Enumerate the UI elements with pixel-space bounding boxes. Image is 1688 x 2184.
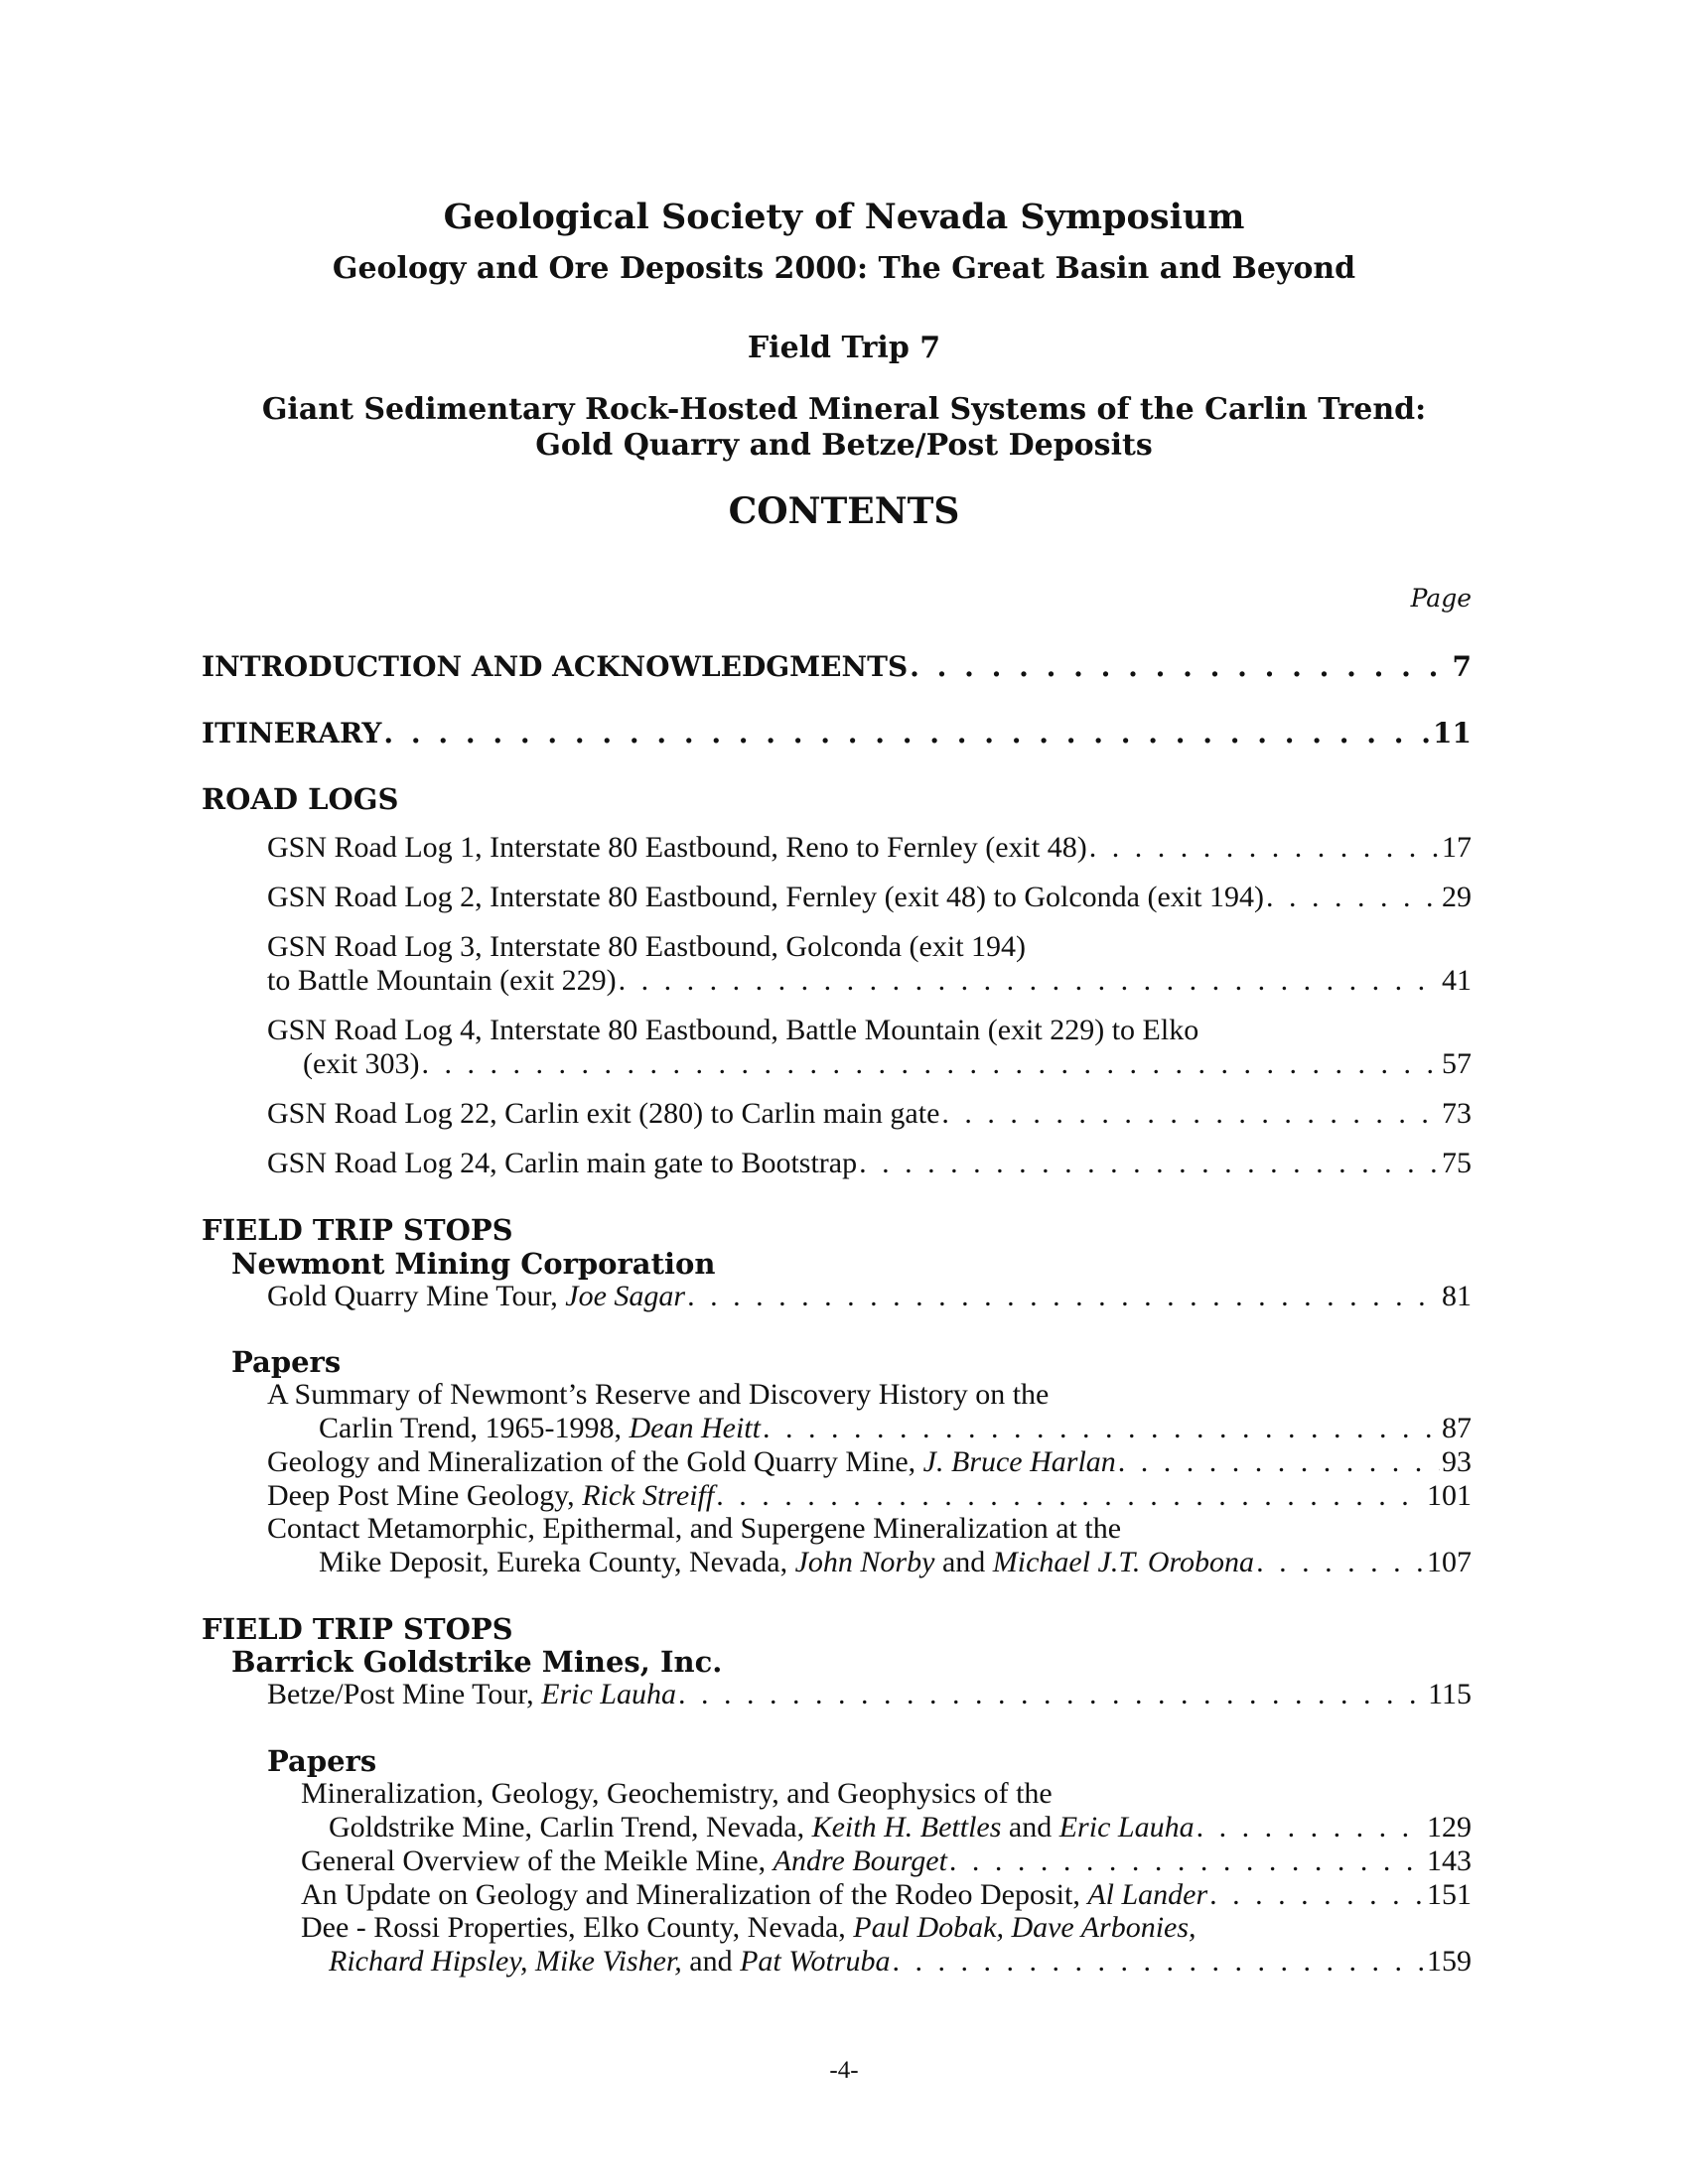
entry-conjunction: and	[934, 1546, 993, 1578]
toc-entry-barrick-paper-2[interactable]	[301, 1844, 1472, 1878]
entry-author: Dean Heitt	[629, 1412, 761, 1444]
entry-title: Deep Post Mine Geology,	[267, 1479, 583, 1512]
leader-dots	[859, 1147, 1440, 1180]
field-trip-title-line-2: Gold Quarry and Betze/Post Deposits	[535, 428, 1153, 463]
toc-entry-label	[267, 1678, 676, 1711]
toc-entry-label	[301, 1878, 1207, 1912]
company-heading-newmont: Newmont Mining Corporation	[231, 1247, 716, 1281]
toc-entry-page: 101	[1427, 1479, 1472, 1512]
field-trip-number: Field Trip 7	[747, 331, 941, 365]
toc-entry-newmont-paper-1-line-1: A Summary of Newmont’s Reserve and Discovery History on the	[267, 1378, 1050, 1411]
symposium-subtitle: Geology and Ore Deposits 2000: The Great Basin and Beyond	[332, 251, 1356, 286]
leader-dots	[1209, 1878, 1425, 1912]
leader-dots	[949, 1844, 1425, 1878]
toc-entry-newmont-paper-1[interactable]	[319, 1412, 1472, 1445]
leader-dots	[1196, 1811, 1425, 1844]
field-trip-title-line-1: Giant Sedimentary Rock-Hosted Mineral Systems of the Carlin Trend:	[261, 392, 1427, 427]
toc-entry-page: 7	[1452, 650, 1472, 683]
entry-author: Michael J.T. Orobona	[992, 1546, 1255, 1578]
section-heading-road-logs: ROAD LOGS	[202, 782, 399, 816]
toc-entry-road-log-24[interactable]	[267, 1147, 1472, 1180]
toc-entry-barrick-paper-4[interactable]	[329, 1945, 1472, 1979]
toc-entry-barrick-paper-3[interactable]	[301, 1878, 1472, 1912]
toc-entry-label: ITINERARY	[202, 717, 382, 750]
section-heading-field-trip-stops-barrick: FIELD TRIP STOPS	[202, 1612, 513, 1646]
toc-entry-road-log-22[interactable]	[267, 1097, 1472, 1131]
entry-conjunction: and	[1001, 1811, 1059, 1843]
leader-dots	[1118, 1445, 1440, 1479]
papers-heading-barrick: Papers	[267, 1744, 377, 1778]
entry-title: Goldstrike Mine, Carlin Trend, Nevada,	[329, 1811, 812, 1843]
toc-entry-label: GSN Road Log 2, Interstate 80 Eastbound, Fernley (exit 48) to Golconda (exit 194)	[267, 881, 1264, 913]
toc-entry-page: 107	[1427, 1546, 1472, 1578]
entry-author: Al Lander	[1087, 1878, 1208, 1911]
toc-entry-newmont-paper-2[interactable]	[267, 1445, 1472, 1479]
company-heading-barrick: Barrick Goldstrike Mines, Inc.	[231, 1645, 723, 1679]
entry-conjunction: and	[681, 1945, 741, 1978]
leader-dots	[421, 1047, 1440, 1081]
toc-entry-label: to Battle Mountain (exit 229)	[267, 964, 617, 997]
entry-author: Joe Sagar	[565, 1280, 686, 1312]
toc-entry-introduction[interactable]	[202, 650, 1472, 683]
toc-entry-label: GSN Road Log 22, Carlin exit (280) to Carlin main gate	[267, 1097, 940, 1130]
toc-entry-label	[267, 1479, 714, 1513]
leader-dots	[910, 650, 1450, 683]
leader-dots	[893, 1945, 1426, 1979]
toc-entry-page: 159	[1427, 1945, 1472, 1978]
toc-entry-label	[329, 1945, 891, 1979]
entry-author: Richard Hipsley, Mike Visher,	[329, 1945, 682, 1978]
entry-author: Andre Bourget	[773, 1844, 947, 1877]
entry-title: Carlin Trend, 1965-1998,	[319, 1412, 630, 1444]
toc-entry-label	[319, 1412, 761, 1445]
entry-author: J. Bruce Harlan	[922, 1445, 1116, 1478]
entry-author: John Norby	[794, 1546, 935, 1578]
symposium-title: Geological Society of Nevada Symposium	[443, 197, 1245, 237]
toc-entry-label: (exit 303)	[303, 1047, 420, 1080]
toc-entry-page: 75	[1442, 1147, 1472, 1179]
leader-dots	[383, 717, 1431, 750]
entry-title: An Update on Geology and Mineralization of the Rodeo Deposit,	[301, 1878, 1088, 1911]
toc-entry-itinerary[interactable]	[202, 717, 1472, 750]
entry-author: Pat Wotruba	[740, 1945, 891, 1978]
toc-entry-page: 73	[1442, 1097, 1472, 1130]
toc-entry-page: 17	[1442, 831, 1472, 864]
leader-dots	[763, 1412, 1440, 1445]
field-trip-title	[0, 392, 1688, 464]
page-number: -4-	[829, 2057, 859, 2084]
toc-entry-label	[319, 1546, 1254, 1579]
toc-entry-road-log-2[interactable]	[267, 881, 1472, 914]
toc-entry-road-log-4[interactable]	[303, 1047, 1472, 1081]
toc-entry-label: GSN Road Log 24, Carlin main gate to Bootstrap	[267, 1147, 858, 1179]
toc-entry-label: INTRODUCTION AND ACKNOWLEDGMENTS	[202, 650, 909, 683]
toc-entry-betze-post-tour[interactable]	[267, 1678, 1472, 1711]
contents-heading: CONTENTS	[728, 490, 960, 532]
entry-author: Eric Lauha	[541, 1678, 676, 1710]
toc-entry-page: 57	[1442, 1047, 1472, 1080]
toc-entry-page: 81	[1442, 1280, 1472, 1312]
leader-dots	[1256, 1546, 1425, 1579]
toc-entry-road-log-1[interactable]	[267, 831, 1472, 865]
section-heading-field-trip-stops-newmont: FIELD TRIP STOPS	[202, 1213, 513, 1247]
papers-heading-newmont: Papers	[231, 1345, 342, 1379]
entry-title: Gold Quarry Mine Tour,	[267, 1280, 566, 1312]
page-column-label: Page	[1410, 584, 1472, 613]
entry-author: Eric Lauha	[1058, 1811, 1195, 1843]
toc-entry-gold-quarry-tour[interactable]	[267, 1280, 1472, 1313]
entry-author: Keith H. Bettles	[811, 1811, 1002, 1843]
toc-entry-road-log-3-line-1: GSN Road Log 3, Interstate 80 Eastbound, Golconda (exit 194)	[267, 930, 1027, 963]
entry-author: Paul Dobak, Dave Arbonies,	[853, 1911, 1196, 1944]
toc-entry-page: 151	[1427, 1878, 1472, 1911]
toc-entry-page: 41	[1442, 964, 1472, 997]
toc-entry-label	[329, 1811, 1195, 1844]
toc-entry-page: 29	[1442, 881, 1472, 913]
toc-entry-barrick-paper-1[interactable]	[329, 1811, 1472, 1844]
toc-entry-newmont-paper-4[interactable]	[319, 1546, 1472, 1579]
toc-entry-road-log-3[interactable]	[267, 964, 1472, 998]
leader-dots	[1266, 881, 1440, 914]
entry-author: Rick Streiff	[582, 1479, 715, 1512]
leader-dots	[1089, 831, 1440, 865]
entry-title: Betze/Post Mine Tour,	[267, 1678, 542, 1710]
toc-entry-page: 115	[1428, 1678, 1472, 1710]
entry-title: Mike Deposit, Eureka County, Nevada,	[319, 1546, 795, 1578]
toc-entry-label	[267, 1445, 1116, 1479]
leader-dots	[687, 1280, 1440, 1313]
toc-entry-page: 11	[1433, 717, 1472, 750]
entry-title: Geology and Mineralization of the Gold Quarry Mine,	[267, 1445, 923, 1478]
toc-entry-barrick-paper-4-line-1	[301, 1911, 1196, 1945]
toc-entry-page: 129	[1427, 1811, 1472, 1843]
toc-entry-label	[301, 1844, 947, 1878]
leader-dots	[619, 964, 1440, 998]
entry-title: General Overview of the Meikle Mine,	[301, 1844, 774, 1877]
toc-entry-road-log-4-line-1: GSN Road Log 4, Interstate 80 Eastbound, Battle Mountain (exit 229) to Elko	[267, 1014, 1199, 1046]
toc-entry-page: 143	[1427, 1844, 1472, 1877]
toc-entry-barrick-paper-1-line-1: Mineralization, Geology, Geochemistry, and Geophysics of the	[301, 1777, 1053, 1810]
toc-entry-newmont-paper-4-line-1: Contact Metamorphic, Epithermal, and Supergene Mineralization at the	[267, 1512, 1122, 1545]
leader-dots	[716, 1479, 1425, 1513]
leader-dots	[678, 1678, 1426, 1711]
toc-entry-label: GSN Road Log 1, Interstate 80 Eastbound, Reno to Fernley (exit 48)	[267, 831, 1087, 864]
leader-dots	[941, 1097, 1440, 1131]
toc-entry-page: 93	[1442, 1445, 1472, 1478]
toc-entry-page: 87	[1442, 1412, 1472, 1444]
entry-title: Dee - Rossi Properties, Elko County, Nevada,	[301, 1911, 854, 1944]
toc-entry-newmont-paper-3[interactable]	[267, 1479, 1472, 1513]
toc-entry-label	[267, 1280, 685, 1313]
